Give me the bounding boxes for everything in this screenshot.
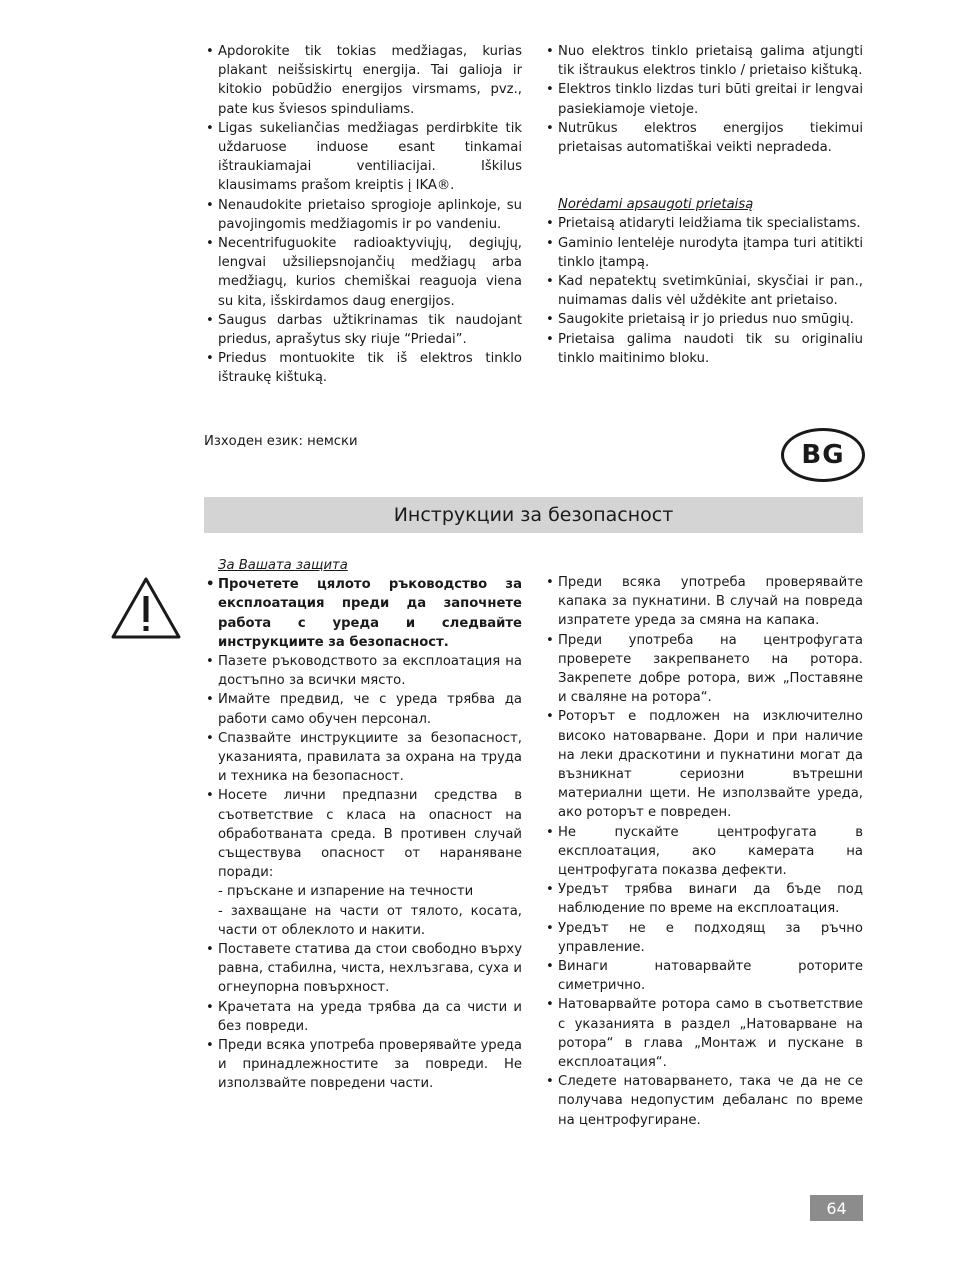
list-item: - захващане на части от тялото, косата, части от облеклото и накити.	[218, 903, 522, 938]
source-language-note: Изходен език: немски	[204, 434, 358, 449]
list-item: • Ligas sukeliančias medžiagas perdirbkite tik uždaruose induose esant tinkamai ištraukiamajai ventiliacijai. Iškilus klausimams prašom kreiptis į IKA®.	[204, 119, 522, 196]
lt-left-column	[204, 42, 522, 388]
bg-right-column	[544, 573, 863, 1130]
list-item: • Elektros tinklo lizdas turi būti greitai ir lengvai pasiekiamoje vietoje.	[544, 80, 863, 118]
list-item: • Пазете ръководството за експлоатация на достъпно за всички място.	[204, 652, 522, 690]
list-item: • Носете лични предпазни средства в съответствие с класа на опасност на обработваната среда. В противен случай съществува опасност от нараняване поради:	[204, 786, 522, 882]
list-item: • Nutrūkus elektros energijos tiekimui prietaisas automatiškai veikti nepradeda.	[544, 119, 863, 157]
list-item: • Прочетете цялото ръководство за експлоатация преди да започнете работа с уреда и следвайте инструкциите за безопасност.	[204, 575, 522, 652]
list-item: • Уредът трябва винаги да бъде под наблюдение по време на експлоатация.	[544, 880, 863, 918]
list-item: • Уредът не е подходящ за ръчно управление.	[544, 919, 863, 957]
bg-subheading: За Вашата защита	[218, 558, 348, 573]
list-item: • Роторът е подложен на изключително високо натоварване. Дори и при наличие на леки драскотини и пукнатини могат да възникнат сериозни вътрешни материални щети. Не използвайте уреда, ако роторът е повреден.	[544, 707, 863, 822]
list-item: • Крачетата на уреда трябва да са чисти и без повреди.	[204, 998, 522, 1036]
list-item: • Necentrifuguokite radioaktyviųjų, degiųjų, lengvai užsiliepsnojančių medžiagų arba medžiagų, kurios chemiškai reaguoja viena su kita, išskirdamos daug energijos.	[204, 234, 522, 311]
list-item: • Prietaisą atidaryti leidžiama tik specialistams.	[544, 214, 863, 233]
list-item: • Не пускайте центрофугата в експлоатация, ако камерата на центрофугата показва дефекти.	[544, 823, 863, 881]
list-item: • Priedus montuokite tik iš elektros tinklo ištraukę kištuką.	[204, 349, 522, 387]
list-item: • Преди употреба на центрофугата проверете закрепването на ротора. Закрепете добре ротора, виж „Поставяне и сваляне на ротора“.	[544, 631, 863, 708]
list-item: • Apdorokite tik tokias medžiagas, kurias plakant neišsiskirtų energija. Tai galioja ir kitokio pobūdžio energijos virsmams, pvz., pate kus šviesos spinduliams.	[204, 42, 522, 119]
list-item: • Saugus darbas užtikrinamas tik naudojant priedus, aprašytus sky riuje “Priedai”.	[204, 311, 522, 349]
list-item: • Натоварвайте ротора само в съответствие с указанията в раздел „Натоварване на ротора“ в глава „Монтаж и пускане в експлоатация“.	[544, 995, 863, 1072]
lt-right-column	[544, 42, 863, 368]
list-item: • Prietaisa galima naudoti tik su originaliu tinklo maitinimo bloku.	[544, 330, 863, 368]
bg-left-column	[204, 556, 522, 1094]
lt-sub-list	[544, 214, 863, 368]
lt-right-list	[544, 42, 863, 157]
page-number: 64	[810, 1195, 863, 1221]
list-item: • Поставете статива да стои свободно върху равна, стабилна, чиста, нехлъзгава, суха и огнеупорна повърхност.	[204, 940, 522, 998]
bg-left-list	[204, 575, 522, 1093]
language-badge: BG	[781, 428, 865, 482]
warning-triangle-icon	[110, 576, 182, 640]
lt-subheading: Norėdami apsaugoti prietaisą	[558, 197, 754, 213]
list-item: • Gaminio lentelėje nurodyta įtampa turi atitikti tinklo įtampą.	[544, 234, 863, 272]
list-item: • Kad nepatektų svetimkūniai, skysčiai ir pan., nuimamas dalis vėl uždėkite ant prietaiso.	[544, 272, 863, 310]
list-item: • Преди всяка употреба проверявайте уреда и принадлежностите за повреди. Не използвайте повредени части.	[204, 1036, 522, 1094]
list-item: • Преди всяка употреба проверявайте капака за пукнатини. В случай на повреда изпратете уреда за смяна на капака.	[544, 573, 863, 631]
list-item: • Спазвайте инструкциите за безопасност, указанията, правилата за охрана на труда и техника на безопасност.	[204, 729, 522, 787]
list-item: • Saugokite prietaisą ir jo priedus nuo smūgių.	[544, 310, 863, 329]
list-item: • Имайте предвид, че с уреда трябва да работи само обучен персонал.	[204, 690, 522, 728]
list-item: • Nenaudokite prietaiso sprogioje aplinkoje, su pavojingomis medžiagomis ir po vandeniu.	[204, 196, 522, 234]
list-item: - пръскане и изпарение на течности	[218, 884, 474, 900]
bg-right-list	[544, 573, 863, 1130]
list-item: • Следете натоварването, така че да не се получава недопустим дебаланс по време на центрофугиране.	[544, 1072, 863, 1130]
list-item: • Винаги натоварвайте роторите симетрично.	[544, 957, 863, 995]
list-item: • Nuo elektros tinklo prietaisą galima atjungti tik ištraukus elektros tinklo / prietaiso kištuką.	[544, 42, 863, 80]
lt-protect-device-section	[544, 195, 863, 368]
section-title: Инструкции за безопасност	[204, 497, 863, 533]
lt-left-list	[204, 42, 522, 388]
